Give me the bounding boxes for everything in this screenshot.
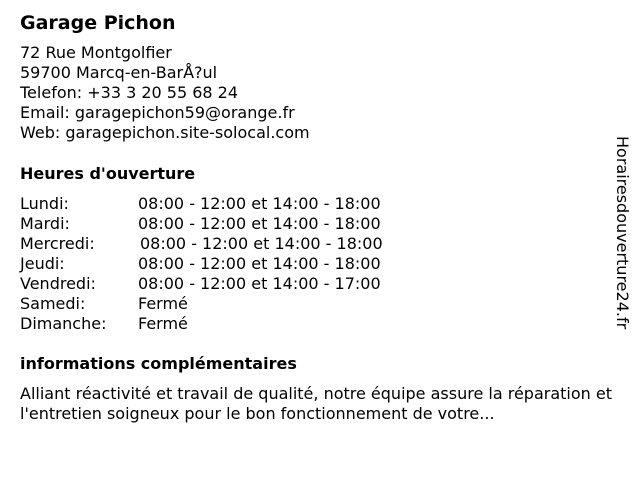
hours-row-wednesday [20, 234, 440, 254]
hours-row-monday [20, 194, 440, 214]
site-watermark: Horairesdouverture24.fr [613, 136, 632, 330]
address-line-2: 59700 Marcq-en-BarÅ?ul [20, 63, 218, 82]
hours-row-thursday [20, 254, 440, 274]
day-times: 08:00 - 12:00 et 14:00 - 18:00 [138, 214, 381, 233]
day-times: 08:00 - 12:00 et 14:00 - 17:00 [138, 274, 381, 293]
phone-text: Telefon: +33 3 20 55 68 24 [20, 83, 239, 102]
contact-block [20, 43, 310, 143]
day-label: Mercredi: [20, 234, 95, 253]
day-times: Fermé [138, 294, 188, 313]
email-text: Email: garagepichon59@orange.fr [20, 103, 295, 122]
business-name: Garage Pichon [20, 12, 176, 34]
day-label: Jeudi: [20, 254, 65, 273]
day-times: 08:00 - 12:00 et 14:00 - 18:00 [140, 234, 383, 253]
hours-row-saturday [20, 294, 440, 314]
day-label: Mardi: [20, 214, 70, 233]
address-line-1: 72 Rue Montgolfier [20, 43, 172, 62]
day-label: Dimanche: [20, 314, 107, 333]
hours-row-friday [20, 274, 440, 294]
day-label: Samedi: [20, 294, 86, 313]
business-description: Alliant réactivité et travail de qualité, notre équipe assure la réparation et l'entretien soigneux pour le bon fonctionnement de votre... [20, 384, 612, 423]
website-text: Web: garagepichon.site-solocal.com [20, 123, 310, 142]
day-times: Fermé [138, 314, 188, 333]
day-times: 08:00 - 12:00 et 14:00 - 18:00 [138, 254, 381, 273]
hours-table [20, 194, 440, 334]
day-times: 08:00 - 12:00 et 14:00 - 18:00 [138, 194, 381, 213]
hours-heading: Heures d'ouverture [20, 164, 196, 183]
hours-row-sunday [20, 314, 440, 334]
info-heading: informations complémentaires [20, 354, 297, 373]
day-label: Vendredi: [20, 274, 96, 293]
day-label: Lundi: [20, 194, 69, 213]
hours-row-tuesday [20, 214, 440, 234]
